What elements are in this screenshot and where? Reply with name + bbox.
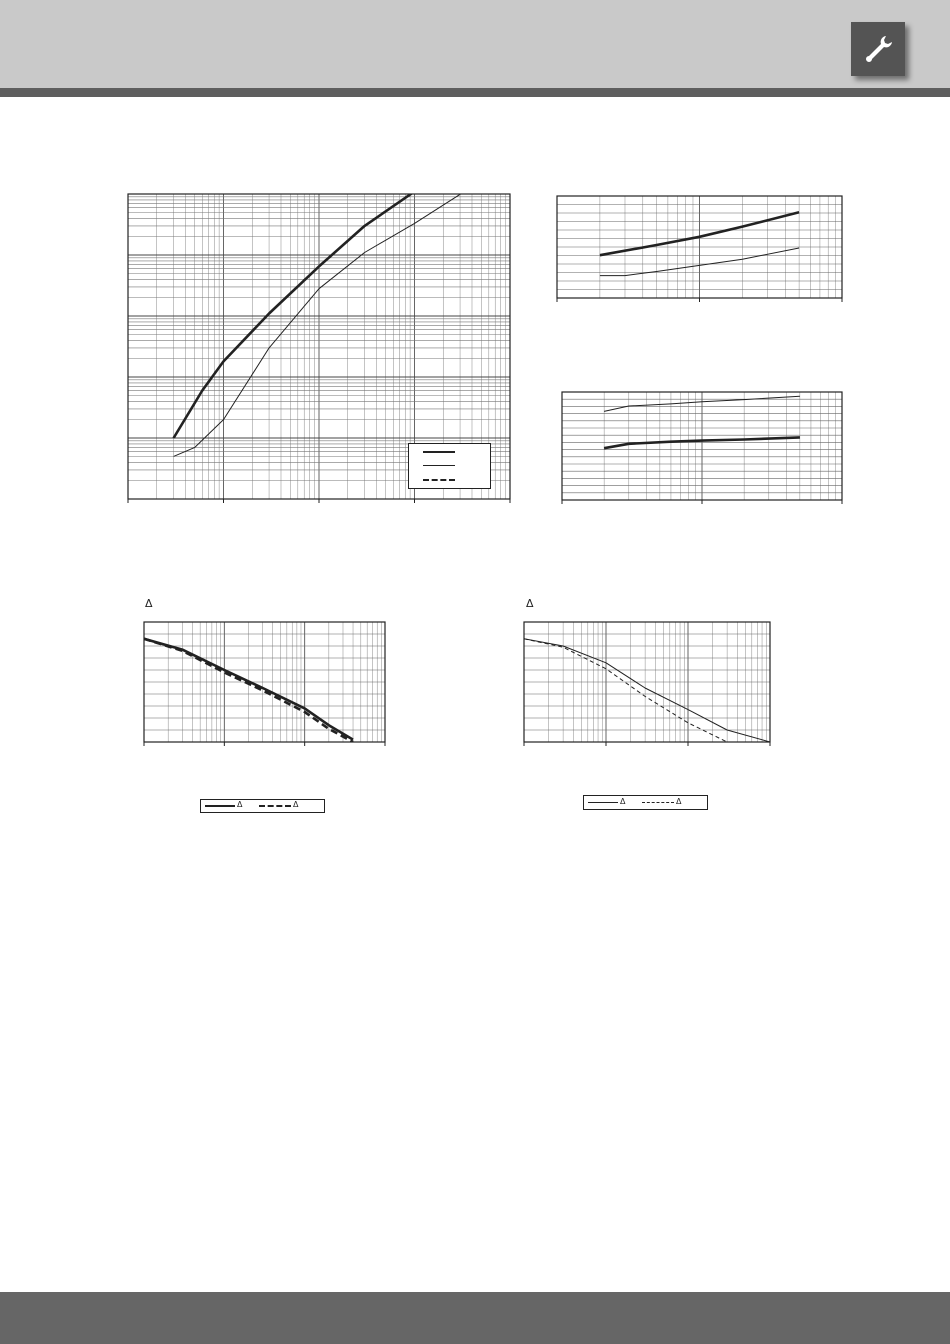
legend-bottom-left	[200, 799, 325, 813]
header-rule	[0, 88, 950, 97]
legend-line-thick	[423, 451, 455, 453]
gridlines	[144, 622, 385, 742]
legend-label-2: Δ	[293, 800, 299, 809]
chart-top-right	[557, 196, 842, 298]
wrench-icon	[860, 31, 896, 67]
legend-line-dashed	[259, 805, 291, 807]
legend-label-2: Δ	[676, 797, 682, 806]
series-line-1	[524, 639, 770, 742]
legend-line-thin	[423, 465, 455, 466]
section-icon-tile	[851, 22, 905, 76]
legend-line-solid	[588, 802, 618, 803]
legend-main	[408, 443, 491, 489]
series-line-2	[174, 180, 482, 457]
gridlines	[562, 392, 842, 500]
legend-bottom-right	[583, 795, 708, 810]
page-header	[0, 0, 950, 88]
bottom-right-ylabel: Δ	[526, 597, 534, 610]
legend-line-solid	[205, 805, 235, 807]
legend-label-1: Δ	[237, 800, 243, 809]
series-line-2	[524, 639, 770, 742]
chart-bottom-right	[524, 622, 770, 742]
legend-line-dashed	[423, 479, 455, 481]
bottom-left-ylabel: Δ	[145, 597, 153, 610]
chart-mid-right	[562, 392, 842, 500]
gridlines	[524, 622, 770, 742]
legend-label-1: Δ	[620, 797, 626, 806]
page-footer	[0, 1292, 950, 1344]
chart-bottom-left	[144, 622, 385, 742]
gridlines	[557, 196, 842, 298]
series-line-1	[174, 143, 482, 438]
legend-line-dashed	[642, 802, 674, 803]
